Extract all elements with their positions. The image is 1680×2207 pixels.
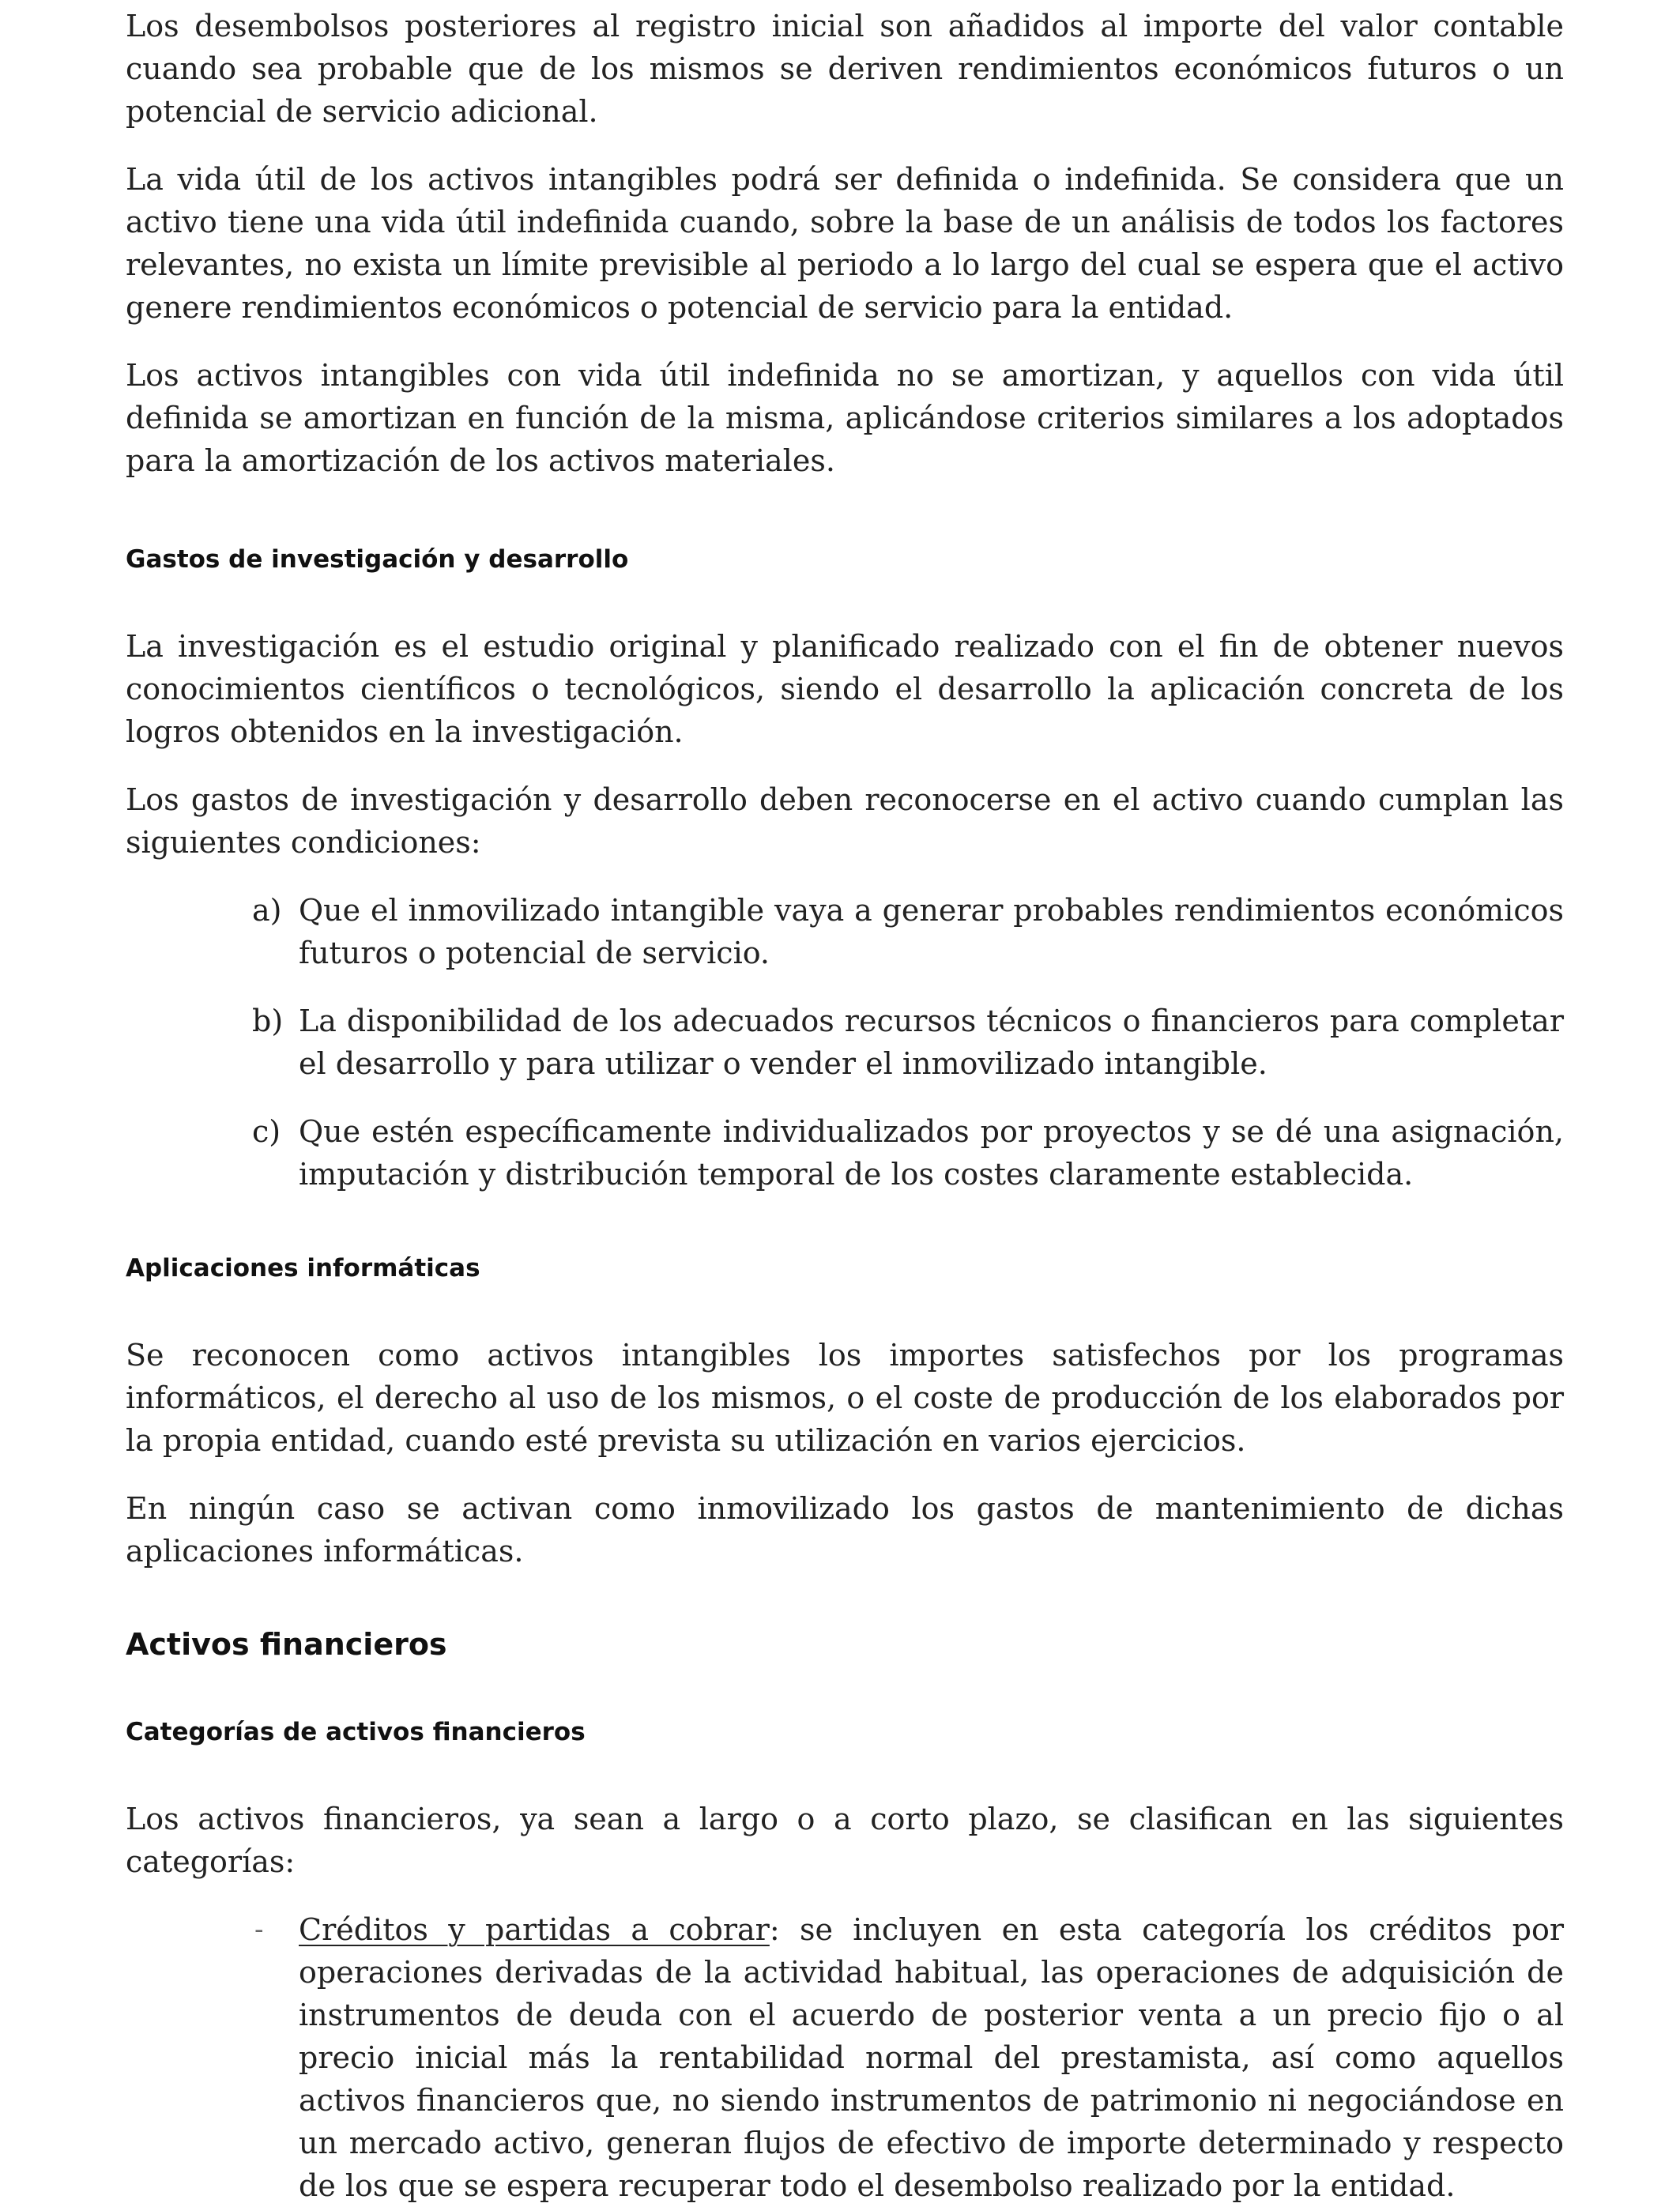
paragraph-mantenimiento: En ningún caso se activan como inmovilizado los gastos de mantenimiento de dichas aplicaciones informáticas. bbox=[126, 1491, 1564, 1569]
list-item-text: Que estén específicamente individualizados por proyectos y se dé una asignación, imputación y distribución temporal de los costes claramente establecida. bbox=[299, 1114, 1564, 1192]
list-dash: - bbox=[254, 1914, 264, 1945]
list-marker: a) bbox=[252, 893, 282, 928]
paragraph-condiciones: Los gastos de investigación y desarrollo deben reconocerse en el activo cuando cumplan las siguientes condiciones: bbox=[126, 782, 1564, 860]
list-item-condition-b bbox=[126, 1000, 1564, 1085]
term-definition: : se incluyen en esta categoría los créditos por operaciones derivadas de la actividad habitual, las operaciones de adquisición de instrumentos de deuda con el acuerdo de posterior venta a un precio fijo o al precio inicial más la rentabilidad normal del prestamista, así como aquellos activos financieros que, no siendo instrumentos de patrimonio ni negociándose en un mercado activo, generan flujos de efectivo de importe determinado y respecto de los que se espera recuperar todo el desembolso realizado por la entidad. bbox=[299, 1912, 1564, 2203]
paragraph-amortizacion: Los activos intangibles con vida útil indefinida no se amortizan, y aquellos con vida útil definida se amortizan en función de la misma, aplicándose criterios similares a los adoptados para la amortización de los activos materiales. bbox=[126, 358, 1564, 478]
paragraph-vida-util: La vida útil de los activos intangibles podrá ser definida o indefinida. Se considera que un activo tiene una vida útil indefinida cuando, sobre la base de un análisis de todos los factores relevantes, no exista un límite previsible al periodo a lo largo del cual se espera que el activo genere rendimientos económicos o potencial de servicio para la entidad. bbox=[126, 162, 1564, 325]
paragraph-programas-informaticos: Se reconocen como activos intangibles los importes satisfechos por los programas informáticos, el derecho al uso de los mismos, o el coste de producción de los elaborados por la propia entidad, cuando esté prevista su utilización en varios ejercicios. bbox=[126, 1338, 1564, 1458]
list-item-condition-c bbox=[126, 1110, 1564, 1196]
list-item-text bbox=[299, 1908, 1564, 2207]
list-item-text: Que el inmovilizado intangible vaya a generar probables rendimientos económicos futuros o potencial de servicio. bbox=[299, 893, 1564, 970]
list-marker: b) bbox=[252, 1004, 284, 1038]
paragraph-investigacion: La investigación es el estudio original y planificado realizado con el fin de obtener nuevos conocimientos científicos o tecnológicos, siendo el desarrollo la aplicación concreta de los logros obtenidos en la investigación. bbox=[126, 629, 1564, 749]
list-item-creditos bbox=[126, 1908, 1564, 2207]
paragraph-desembolsos: Los desembolsos posteriores al registro inicial son añadidos al importe del valor contable cuando sea probable que de los mismos se deriven rendimientos económicos futuros o un potencial de servicio adicional. bbox=[126, 9, 1564, 129]
heading-categorias-activos: Categorías de activos financieros bbox=[126, 1718, 586, 1746]
document-page bbox=[126, 0, 1564, 2207]
list-item-text: La disponibilidad de los adecuados recursos técnicos o financieros para completar el desarrollo y para utilizar o vender el inmovilizado intangible. bbox=[299, 1004, 1564, 1081]
term-creditos-partidas: Créditos y partidas a cobrar bbox=[299, 1912, 770, 1947]
list-item-condition-a bbox=[126, 889, 1564, 974]
heading-gastos-investigacion: Gastos de investigación y desarrollo bbox=[126, 545, 629, 574]
list-marker: c) bbox=[252, 1114, 281, 1149]
heading-activos-financieros: Activos financieros bbox=[126, 1627, 447, 1662]
heading-aplicaciones-informaticas: Aplicaciones informáticas bbox=[126, 1254, 480, 1282]
paragraph-clasificacion: Los activos financieros, ya sean a largo o a corto plazo, se clasifican en las siguientes categorías: bbox=[126, 1802, 1564, 1879]
